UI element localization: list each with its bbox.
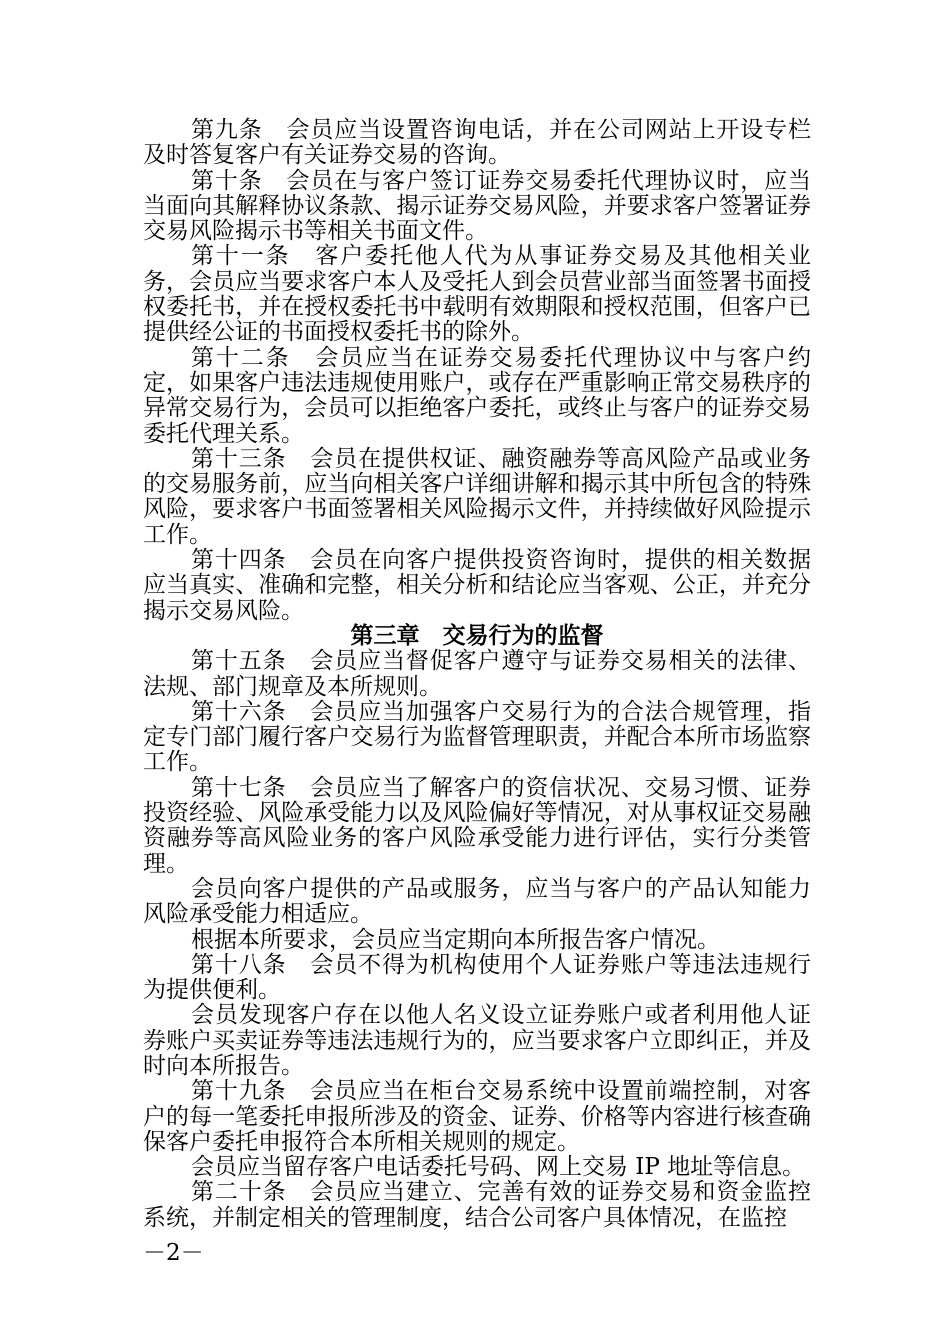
document-body xyxy=(143,118,811,1231)
article-15: 第十五条 会员应当督促客户遵守与证券交易相关的法律、法规、部门规章及本所规则。 xyxy=(143,648,811,700)
article-13: 第十三条 会员在提供权证、融资融券等高风险产品或业务的交易服务前，应当向相关客户详细讲解和揭示其中所包含的特殊风险，要求客户书面签署相关风险揭示文件，并持续做好风险提示工作。 xyxy=(143,445,811,548)
article-19: 第十九条 会员应当在柜台交易系统中设置前端控制，对客户的每一笔委托申报所涉及的资金、证券、价格等内容进行核查确保客户委托申报符合本所相关规则的规定。 xyxy=(143,1078,811,1155)
article-17: 第十七条 会员应当了解客户的资信状况、交易习惯、证券投资经验、风险承受能力以及风险偏好等情况，对从事权证交易融资融券等高风险业务的客户风险承受能力进行评估，实行分类管理。 xyxy=(143,774,811,877)
article-9: 第九条 会员应当设置咨询电话，并在公司网站上开设专栏及时答复客户有关证券交易的咨询。 xyxy=(143,117,811,169)
article-17-para-2: 会员向客户提供的产品或服务，应当与客户的产品认知能力风险承受能力相适应。 xyxy=(143,875,811,928)
article-18: 第十八条 会员不得为机构使用个人证券账户等违法违规行为提供便利。 xyxy=(143,951,811,1004)
article-20: 第二十条 会员应当建立、完善有效的证券交易和资金监控系统，并制定相关的管理制度，结合公司客户具体情况，在监控 xyxy=(143,1179,811,1231)
article-18-para-2: 会员发现客户存在以他人名义设立证券账户或者利用他人证券账户买卖证券等违法违规行为的，应当要求客户立即纠正，并及时向本所报告。 xyxy=(143,1002,811,1079)
article-10: 第十条 会员在与客户签订证券交易委托代理协议时，应当当面向其解释协议条款、揭示证券交易风险，并要求客户签署证券交易风险揭示书等相关书面文件。 xyxy=(143,167,811,245)
chapter-3-heading: 第三章 交易行为的监督 xyxy=(350,622,604,649)
article-16: 第十六条 会员应当加强客户交易行为的合法合规管理，指定专门部门履行客户交易行为监督管理职责，并配合本所市场监察工作。 xyxy=(143,698,811,776)
article-17-para-3: 根据本所要求，会员应当定期向本所报告客户情况。 xyxy=(191,926,720,953)
article-11: 第十一条 客户委托他人代为从事证券交易及其他相关业务，会员应当要求客户本人及受托人到会员营业部当面签署书面授权委托书，并在授权委托书中载明有效期限和授权范围，但客户已提供经公证的书面授权委托书的除外。 xyxy=(143,243,811,346)
article-19-para-2: 会员应当留存客户电话委托号码、网上交易 IP 地址等信息。 xyxy=(191,1154,806,1181)
article-14: 第十四条 会员在向客户提供投资咨询时，提供的相关数据应当真实、准确和完整，相关分析和结论应当客观、公正，并充分揭示交易风险。 xyxy=(143,547,811,624)
article-12: 第十二条 会员应当在证券交易委托代理协议中与客户约定，如果客户违法违规使用账户，或存在严重影响正常交易秩序的异常交易行为，会员可以拒绝客户委托，或终止与客户的证券交易委托代理关系。 xyxy=(143,344,811,447)
page-number: －2－ xyxy=(143,1240,204,1266)
